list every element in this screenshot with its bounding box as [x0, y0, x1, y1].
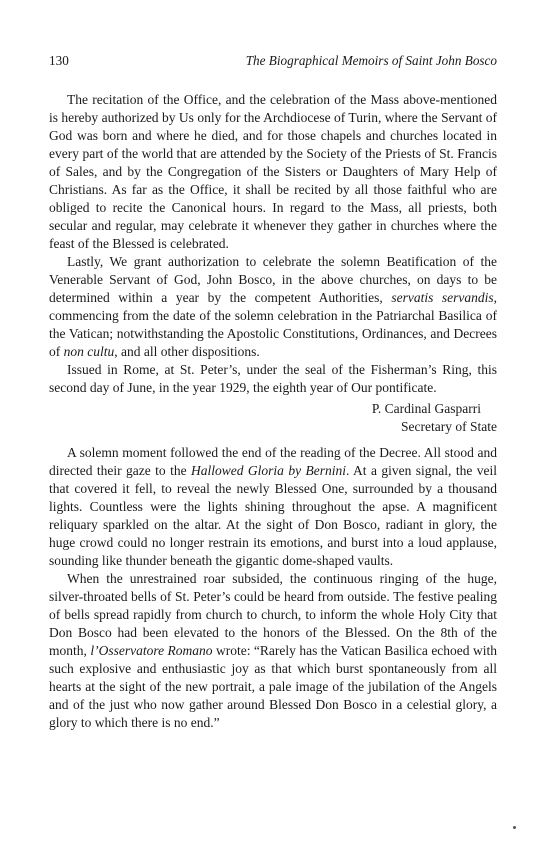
text-run: , and all other dispositions. — [114, 344, 260, 359]
italic-term: non cultu — [63, 344, 115, 359]
paragraph-beatification — [49, 253, 497, 361]
italic-term: Hallowed Gloria by Bernini — [191, 463, 347, 478]
text-run: The recitation of the Office, and the celebration of the Mass above-mentioned is hereby authorized by Us only for the Archdiocese of Turin, where the Servant of God was born and where he died, and for those chapels and churches located in every part of the world that are attended by the Society of the Priests of St. Francis of Sales, and by the Congregation of the Sisters or Daughters of Mary Help of Christians. As far as the Office, it shall be recited by all those faithful who are obliged to recite the Canonical hours. In regard to the Mass, all priests, both secular and regular, may celebrate it whenever they gather in churches where the feast of the Blessed is celebrated. — [49, 92, 497, 251]
text-run: . At a given signal, the veil that covered it fell, to reveal the newly Blessed One, surrounded by a thousand lights. Countless were the lights shining throughout the apse. A magnificent reliquary sparkled on the altar. At the sight of Don Bosco, radiant in glory, the huge crowd could no longer restrain its emotions, and burst into a loud applause, sounding like thunder beneath the gigantic dome-shaped vaults. — [49, 463, 497, 568]
running-title: The Biographical Memoirs of Saint John Bosco — [245, 53, 497, 68]
signature-title: Secretary of State — [401, 419, 497, 434]
running-head — [49, 52, 497, 70]
italic-term: servatis servandis — [391, 290, 494, 305]
text-run: When the unrestrained roar subsided, the continuous ringing of the huge, silver-throated bells of St. Peter’s could be heard from outside. The festive pealing of bells spread rapidly from church to church, to inform the whole Holy City that Don Bosco had been elevated to the honors of the Blessed. On the 8th of the month, — [49, 571, 497, 658]
signature-block — [49, 400, 497, 436]
page-number: 130 — [49, 53, 69, 68]
stray-dot-mark — [513, 826, 516, 829]
text-run: wrote: “Rarely has the Vatican Basilica echoed with such explosive and enthusiastic joy as that which burst spontaneously from all hearts at the sight of the new portrait, a pale image of the jubilation of the Angels and of the just who now gather around Blessed Don Bosco in a celestial glory, a glory to which there is no end.” — [49, 643, 497, 730]
text-run: A solemn moment followed the end of the reading of the Decree. All stood and directed their gaze to the — [49, 445, 497, 478]
paragraph-issued — [49, 361, 497, 397]
body-text — [49, 91, 497, 732]
text-run: Issued in Rome, at St. Peter’s, under the seal of the Fisherman’s Ring, this second day of June, in the year 1929, the eighth year of Our pontificate. — [49, 362, 497, 395]
text-run: , commencing from the date of the solemn celebration in the Patriarchal Basilica of the Vatican; notwithstanding the Apostolic Constitutions, Ordinances, and Decrees of — [49, 290, 497, 359]
text-run: Lastly, We grant authorization to celebrate the solemn Beatification of the Venerable Servant of God, John Bosco, in the above churches, on days to be determined within a year by the competent Authorities, — [49, 254, 497, 305]
signature-name: P. Cardinal Gasparri — [371, 401, 481, 416]
italic-term: l’Osservatore Romano — [90, 643, 213, 658]
paragraph-solemn-moment — [49, 444, 497, 570]
paragraph-bells — [49, 570, 497, 732]
paragraph-office-mass — [49, 91, 497, 253]
